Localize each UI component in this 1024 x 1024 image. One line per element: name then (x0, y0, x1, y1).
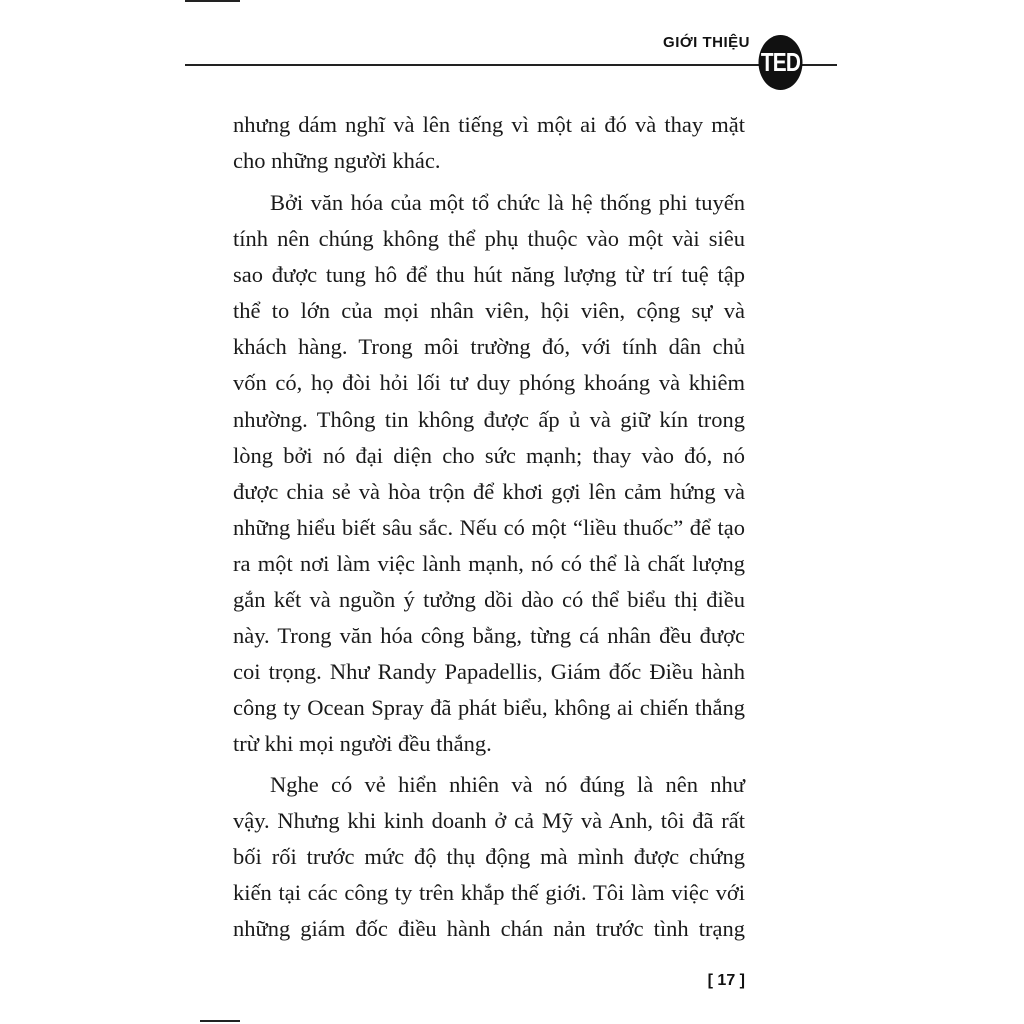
page-number: [ 17 ] (707, 972, 745, 989)
text-line: ra một nơi làm việc lành mạnh, nó có thể là chất lượng (233, 551, 745, 576)
text-line: vậy. Nhưng khi kinh doanh ở cả Mỹ và Anh, tôi đã rất (233, 808, 745, 833)
text-line: nhưng dám nghĩ và lên tiếng vì một ai đó và thay mặt (233, 112, 745, 137)
text-line: bối rối trước mức độ thụ động mà mình được chứng (233, 844, 745, 869)
text-line: tính nên chúng không thể phụ thuộc vào một vài siêu (233, 226, 745, 251)
ted-logo-icon: TED (759, 35, 803, 90)
text-line: được chia sẻ và hòa trộn để khơi gợi lên cảm hứng và (233, 479, 745, 504)
scan-edge-mark-top (185, 0, 240, 2)
text-line: trừ khi mọi người đều thắng. (233, 731, 492, 756)
text-line: sao được tung hô để thu hút năng lượng từ trí tuệ tập (233, 262, 745, 287)
text-line: Bởi văn hóa của một tổ chức là hệ thống phi tuyến (270, 190, 745, 215)
header-rule (185, 64, 837, 66)
text-line: Nghe có vẻ hiển nhiên và nó đúng là nên như (270, 772, 745, 797)
section-title: GIỚI THIỆU (663, 34, 750, 51)
text-line: coi trọng. Như Randy Papadellis, Giám đốc Điều hành (233, 659, 745, 684)
text-line: vốn có, họ đòi hỏi lối tư duy phóng khoáng và khiêm (233, 370, 745, 395)
text-line: thể to lớn của mọi nhân viên, hội viên, cộng sự và (233, 298, 745, 323)
text-line: kiến tại các công ty trên khắp thế giới. Tôi làm việc với (233, 880, 745, 905)
text-line: những hiểu biết sâu sắc. Nếu có một “liều thuốc” để tạo (233, 515, 745, 540)
text-line: gắn kết và nguồn ý tưởng dồi dào có thể biểu thị điều (233, 587, 745, 612)
text-line: này. Trong văn hóa công bằng, từng cá nhân đều được (233, 623, 745, 648)
text-line: những giám đốc điều hành chán nản trước tình trạng (233, 916, 745, 941)
text-line: công ty Ocean Spray đã phát biểu, không ai chiến thắng (233, 695, 745, 720)
text-line: khách hàng. Trong môi trường đó, với tính dân chủ (233, 334, 745, 359)
text-line: cho những người khác. (233, 148, 441, 173)
text-line: lòng bởi nó đại diện cho sức mạnh; thay vào đó, nó (233, 443, 745, 468)
scan-edge-mark-bottom (200, 1020, 240, 1022)
text-line: nhường. Thông tin không được ấp ủ và giữ kín trong (233, 407, 745, 432)
